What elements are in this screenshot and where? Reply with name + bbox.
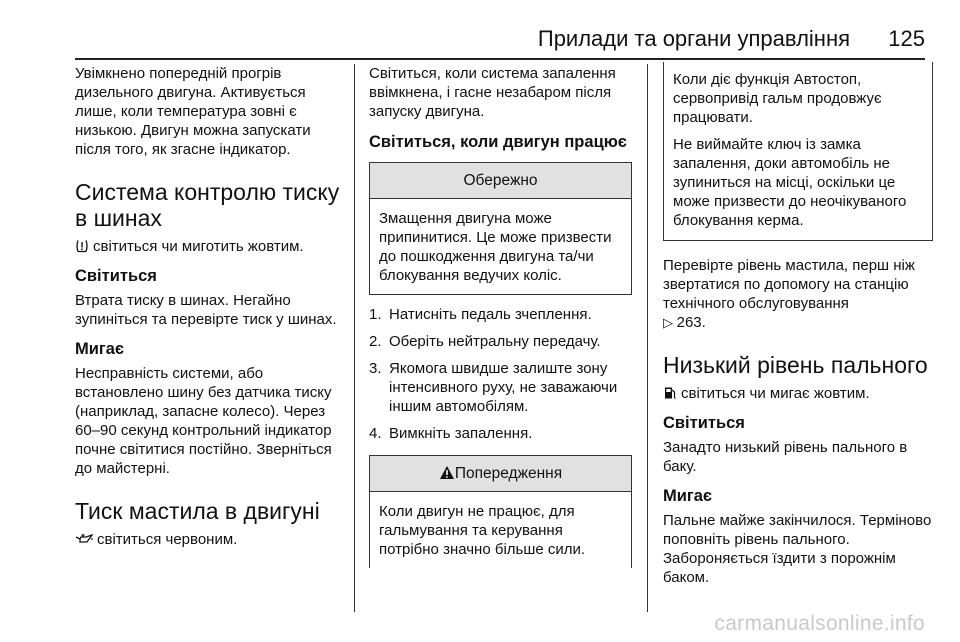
preheat-paragraph: Увімкнено попередній прогрів дизельного двигуна. Активується лише, коли температура зовні є низькою. Двигун можна запускати після того, як згасне індикатор. — [75, 65, 311, 158]
watermark: carmanualsonline.info — [714, 612, 925, 635]
list-item: 1. Натисніть педаль зчеплення. — [369, 306, 592, 323]
page-reference-link[interactable]: 263. — [676, 314, 706, 331]
low-fuel-indicator-line — [663, 384, 933, 403]
tyre-pressure-indicator-line — [75, 237, 345, 256]
tyre-pressure-heading: Система контролю тиску в шинах — [75, 179, 340, 231]
tyre-pressure-icon — [75, 239, 89, 253]
steps-list — [369, 305, 632, 443]
list-item: 2. Оберіть нейтральну передачу. — [369, 333, 601, 350]
column-divider-1 — [354, 64, 355, 612]
column-right — [663, 64, 933, 587]
engine-running-heading: Світиться, коли двигун працює — [369, 133, 627, 151]
low-fuel-heading: Низький рівень пального — [663, 352, 928, 378]
page-number: 125 — [888, 26, 925, 51]
low-fuel-indicator-text: світиться чи мигає жовтим. — [681, 385, 870, 402]
warning-box-continued — [663, 62, 933, 241]
oil-can-icon — [75, 532, 93, 546]
warning-header — [370, 456, 631, 492]
tyre-lit-heading: Світиться — [75, 267, 157, 285]
warning-triangle-icon — [439, 465, 455, 480]
fuel-flash-heading: Мигає — [663, 487, 713, 505]
fuel-flash-text: Пальне майже закінчилося. Терміново поповніть рівень пального. Забороняється їздити з порожнім баком. — [663, 512, 932, 586]
ignition-key-text: Не виймайте ключ із замка запалення, доки автомобіль не зупиниться на місці, оскільки це може призвести до неочікуваного блокування керма. — [673, 136, 907, 229]
column-middle — [369, 64, 632, 568]
caution-text: Змащення двигуна може припинитися. Це може призвести до пошкодження двигуна та/чи блокування ведучих коліс. — [379, 210, 612, 284]
tyre-lit-text: Втрата тиску в шинах. Негайно зупиніться та перевірте тиск у шинах. — [75, 292, 337, 328]
oil-pressure-indicator-text: світиться червоним. — [97, 531, 238, 548]
warning-text: Коли двигун не працює, для гальмування та керування потрібно значно більше сили. — [379, 503, 586, 558]
fuel-lit-heading: Світиться — [663, 414, 745, 432]
list-item: 4. Вимкніть запалення. — [369, 425, 533, 442]
tyre-flash-heading: Мигає — [75, 340, 125, 358]
fuel-pump-icon — [663, 386, 677, 400]
warning-title: Попередження — [454, 465, 563, 482]
list-item: 3. Якомога швидше залиште зону інтенсивного руху, не заважаючи іншим автомобілям. — [369, 360, 618, 415]
warning-box — [369, 455, 632, 568]
autostop-text: Коли діє функція Автостоп, сервопривід гальм продовжує працювати. — [673, 71, 882, 126]
check-oil-text: Перевірте рівень мастила, перш ніж звертатися по допомогу на станцію технічного обслуговування ▷ 263. — [663, 257, 915, 331]
caution-title: Обережно — [370, 163, 631, 199]
column-divider-2 — [647, 64, 648, 612]
header-rule — [75, 58, 925, 60]
oil-lit-intro: Світиться, коли система запалення ввімкнена, і гасне незабаром після запуску двигуна. — [369, 65, 616, 120]
page-title: Прилади та органи управління — [537, 26, 850, 51]
caution-box — [369, 162, 632, 295]
tyre-pressure-indicator-text: світиться чи миготить жовтим. — [93, 238, 304, 255]
column-left — [75, 64, 345, 549]
fuel-lit-text: Занадто низький рівень пального в баку. — [663, 439, 908, 475]
oil-pressure-heading: Тиск мастила в двигуні — [75, 498, 320, 524]
reference-arrow-icon: ▷ — [663, 315, 677, 330]
tyre-flash-text: Несправність системи, або встановлено шину без датчика тиску (наприклад, запасне колесо). Через 60–90 секунд контрольний індикатор почне світитися постійно. Зверніться до майстерні. — [75, 365, 332, 477]
oil-pressure-indicator-line — [75, 530, 345, 549]
